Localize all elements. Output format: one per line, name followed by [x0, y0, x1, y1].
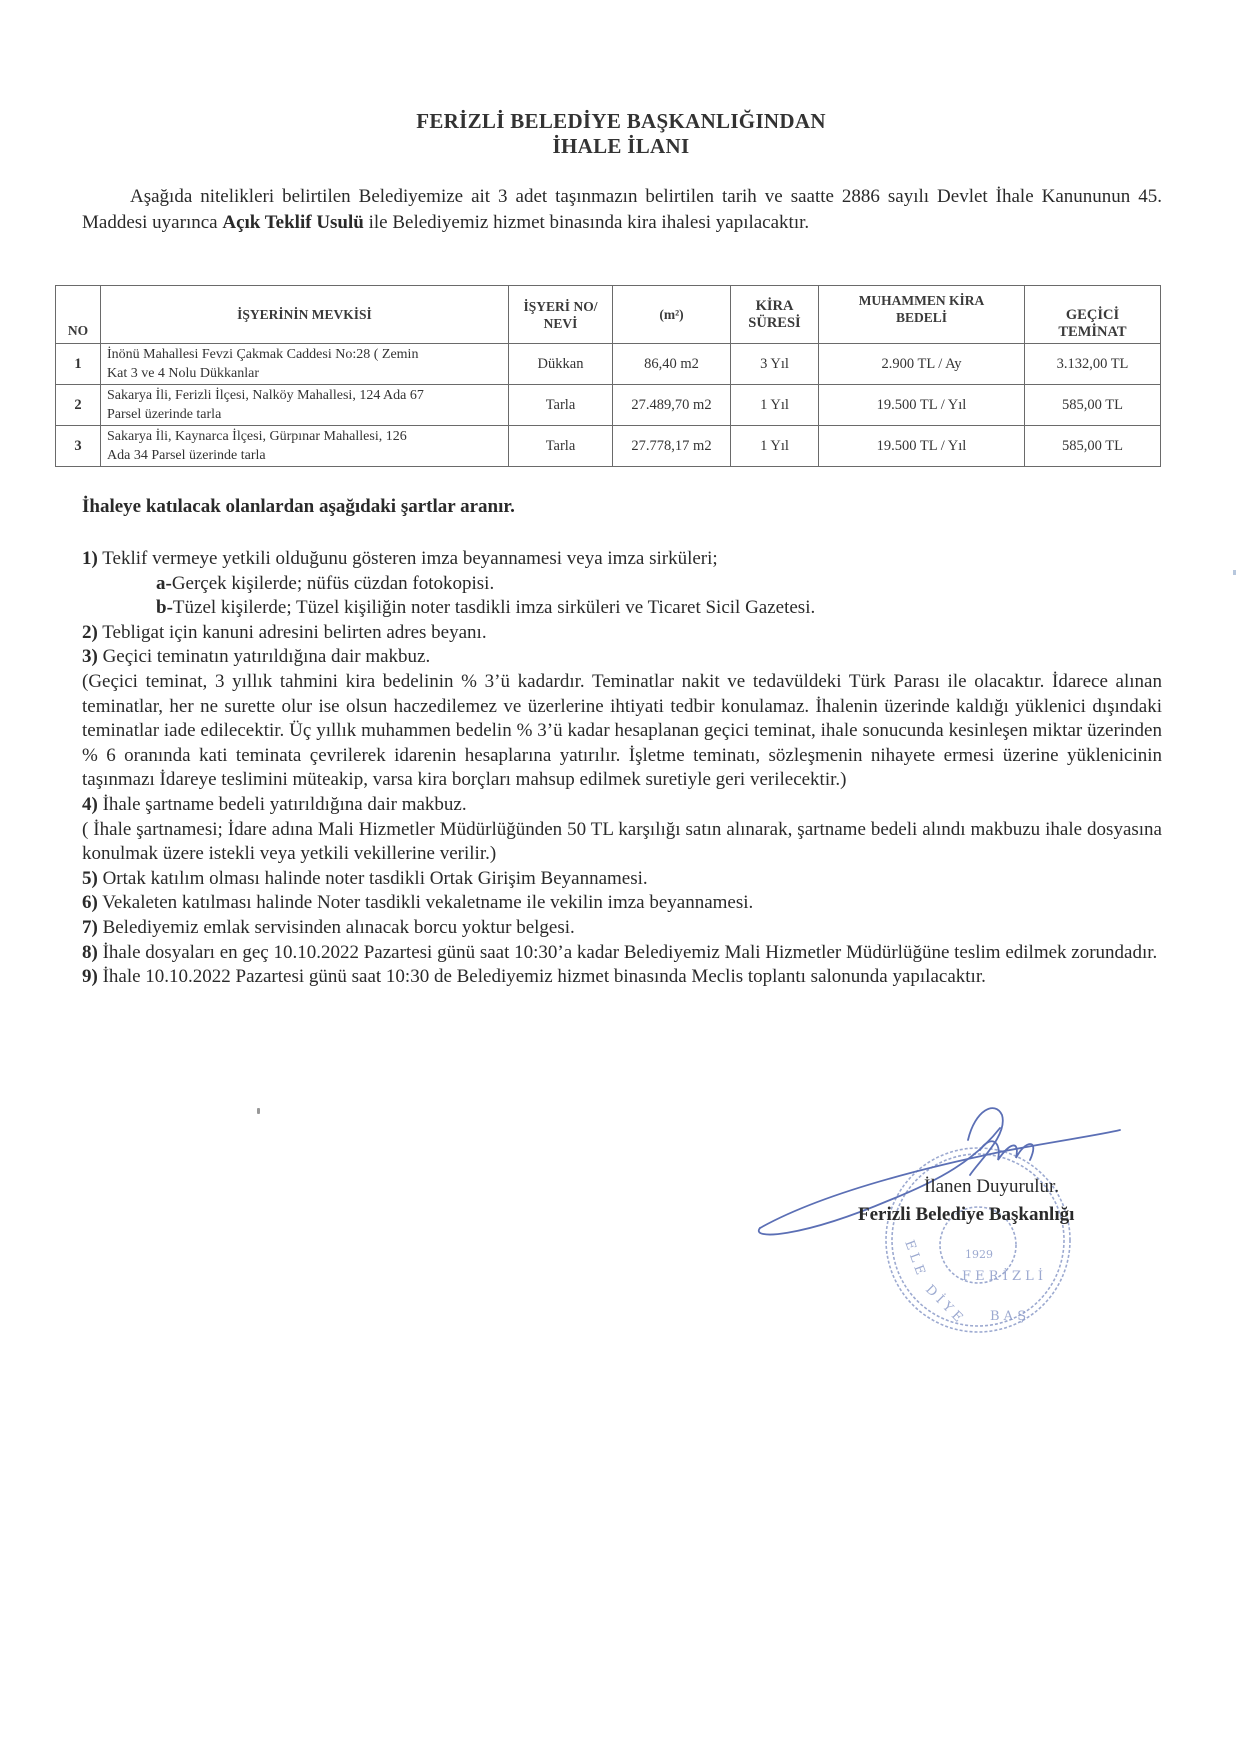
condition-item: 2) Tebligat için kanuni adresini belirten adres beyanı.	[82, 621, 487, 643]
row-type: Dükkan	[509, 344, 613, 385]
row-duration: 3 Yıl	[731, 344, 819, 385]
header-type: İŞYERİ NO/ NEVİ	[509, 286, 613, 344]
row-area: 27.778,17 m2	[613, 426, 731, 467]
row-type: Tarla	[509, 385, 613, 426]
tender-table	[55, 285, 1161, 467]
condition-item: 3) Geçici teminatın yatırıldığına dair makbuz.	[82, 646, 431, 668]
header-deposit: GEÇİCİ TEMİNAT	[1025, 286, 1161, 344]
intro-bold-text: Açık Teklif Usulü	[222, 212, 364, 233]
row-duration: 1 Yıl	[731, 426, 819, 467]
row-location: Sakarya İli, Kaynarca İlçesi, Gürpınar Mahallesi, 126 Ada 34 Parsel üzerinde tarla	[101, 426, 509, 467]
condition-note: (Geçici teminat, 3 yıllık tahmini kira bedelinin % 3’ü kadardır. Teminatlar nakit ve tedavüldeki Türk Parası ile olacaktır. İdarece alınan teminatlar, her ne surette olur ise olsun haczedilemez ve üzerlerine ihtiyati tedbir konulamaz. İhalenin üzerinde kaldığı yüklenici dışındaki teminatlar iade edilecektir. Üç yıllık muhammen bedelin % 3’ü kadar hesaplanan geçici teminat, ihale sonucunda kesinleşen miktar üzerinden % 6 oranında kati teminata çevrilerek idarenin hesaplarına yatırılır. İşletme teminatı, sözleşmenin nihayete ermesi üzerine yüklenicinin taşınmazı İdareye teslimini müteakip, varsa kira borçları mahsup edilmek suretiyle geri verilecektir.)	[82, 670, 1162, 791]
condition-item: 6) Vekaleten katılması halinde Noter tasdikli vekaletname ile vekilin imza beyannamesi.	[82, 892, 754, 914]
condition-item: 1) Teklif vermeye yetkili olduğunu gösteren imza beyannamesi veya imza sirküleri;	[82, 548, 718, 569]
document-title: FERİZLİ BELEDİYE BAŞKANLIĞINDAN	[416, 109, 826, 133]
conditions-heading: İhaleye katılacak olanlardan aşağıdaki şartlar aranır.	[82, 496, 515, 517]
row-deposit: 585,00 TL	[1025, 426, 1161, 467]
table-header-row	[56, 286, 1161, 344]
condition-item: 7) Belediyemiz emlak servisinden alınacak borcu yoktur belgesi.	[82, 916, 575, 938]
row-type: Tarla	[509, 426, 613, 467]
conditions-list	[82, 547, 1162, 990]
header-no: NO	[56, 286, 101, 344]
condition-subitem: b-Tüzel kişilerde; Tüzel kişiliğin noter tasdikli imza sirküleri ve Ticaret Sicil Gazetesi.	[156, 597, 816, 619]
scan-speck	[257, 1108, 260, 1114]
signatory-name: Ferizli Belediye Başkanlığı	[858, 1204, 1075, 1225]
header-duration: KİRA SÜRESİ	[731, 286, 819, 344]
table-row	[56, 385, 1161, 426]
row-no: 1	[56, 344, 101, 385]
header-area: (m²)	[613, 286, 731, 344]
header-rent: MUHAMMEN KİRA BEDELİ	[819, 286, 1025, 344]
row-duration: 1 Yıl	[731, 385, 819, 426]
intro-text-1: Aşağıda nitelikleri belirtilen Belediyemize ait 3 adet taşınmazın belirtilen tarih ve saatte 2886 sayılı Devlet İhale Kanununun 45. Maddesi uyarınca	[82, 186, 1162, 233]
row-rent: 2.900 TL / Ay	[819, 344, 1025, 385]
row-area: 86,40 m2	[613, 344, 731, 385]
row-location: İnönü Mahallesi Fevzi Çakmak Caddesi No:28 ( Zemin Kat 3 ve 4 Nolu Dükkanlar	[101, 344, 509, 385]
condition-item: 4) İhale şartname bedeli yatırıldığına dair makbuz.	[82, 793, 467, 815]
intro-paragraph	[82, 184, 1162, 236]
document-subtitle: İHALE İLANI	[552, 134, 690, 158]
row-deposit: 3.132,00 TL	[1025, 344, 1161, 385]
row-rent: 19.500 TL / Yıl	[819, 385, 1025, 426]
scan-edge-mark	[1233, 570, 1236, 575]
row-rent: 19.500 TL / Yıl	[819, 426, 1025, 467]
svg-text:E L E: E L E	[901, 1238, 928, 1278]
intro-text-2: ile Belediyemiz hizmet binasında kira ihalesi yapılacaktır.	[363, 212, 810, 233]
row-location: Sakarya İli, Ferizli İlçesi, Nalköy Mahallesi, 124 Ada 67 Parsel üzerinde tarla	[101, 385, 509, 426]
condition-item: 9) İhale 10.10.2022 Pazartesi günü saat 10:30 de Belediyemiz hizmet binasında Meclis toplantı salonunda yapılacaktır.	[82, 966, 986, 988]
row-no: 2	[56, 385, 101, 426]
row-area: 27.489,70 m2	[613, 385, 731, 426]
svg-text:1929: 1929	[965, 1248, 993, 1261]
condition-note: ( İhale şartnamesi; İdare adına Mali Hizmetler Müdürlüğünden 50 TL karşılığı satın alınarak, şartname bedeli alındı makbuzu ihale dosyasına konulmak üzere istekli veya yetkili vekillerine verilir.)	[82, 818, 1162, 865]
svg-text:F E R İ Z L İ: F E R İ Z L İ	[962, 1269, 1044, 1284]
row-no: 3	[56, 426, 101, 467]
announcement-note: İlanen Duyurulur.	[924, 1176, 1060, 1197]
condition-item: 5) Ortak katılım olması halinde noter tasdikli Ortak Girişim Beyannamesi.	[82, 867, 648, 889]
svg-text:D İ Y E: D İ Y E	[922, 1282, 966, 1326]
condition-subitem: a-Gerçek kişilerde; nüfüs cüzdan fotokopisi.	[156, 572, 495, 594]
table-row	[56, 426, 1161, 467]
header-location: İŞYERİNİN MEVKİSİ	[101, 286, 509, 344]
row-deposit: 585,00 TL	[1025, 385, 1161, 426]
condition-item: 8) İhale dosyaları en geç 10.10.2022 Pazartesi günü saat 10:30’a kadar Belediyemiz Mali Hizmetler Müdürlüğüne teslim edilmek zorundadır.	[82, 941, 1158, 963]
table-row	[56, 344, 1161, 385]
svg-text:B A Ş: B A Ş	[990, 1309, 1027, 1324]
